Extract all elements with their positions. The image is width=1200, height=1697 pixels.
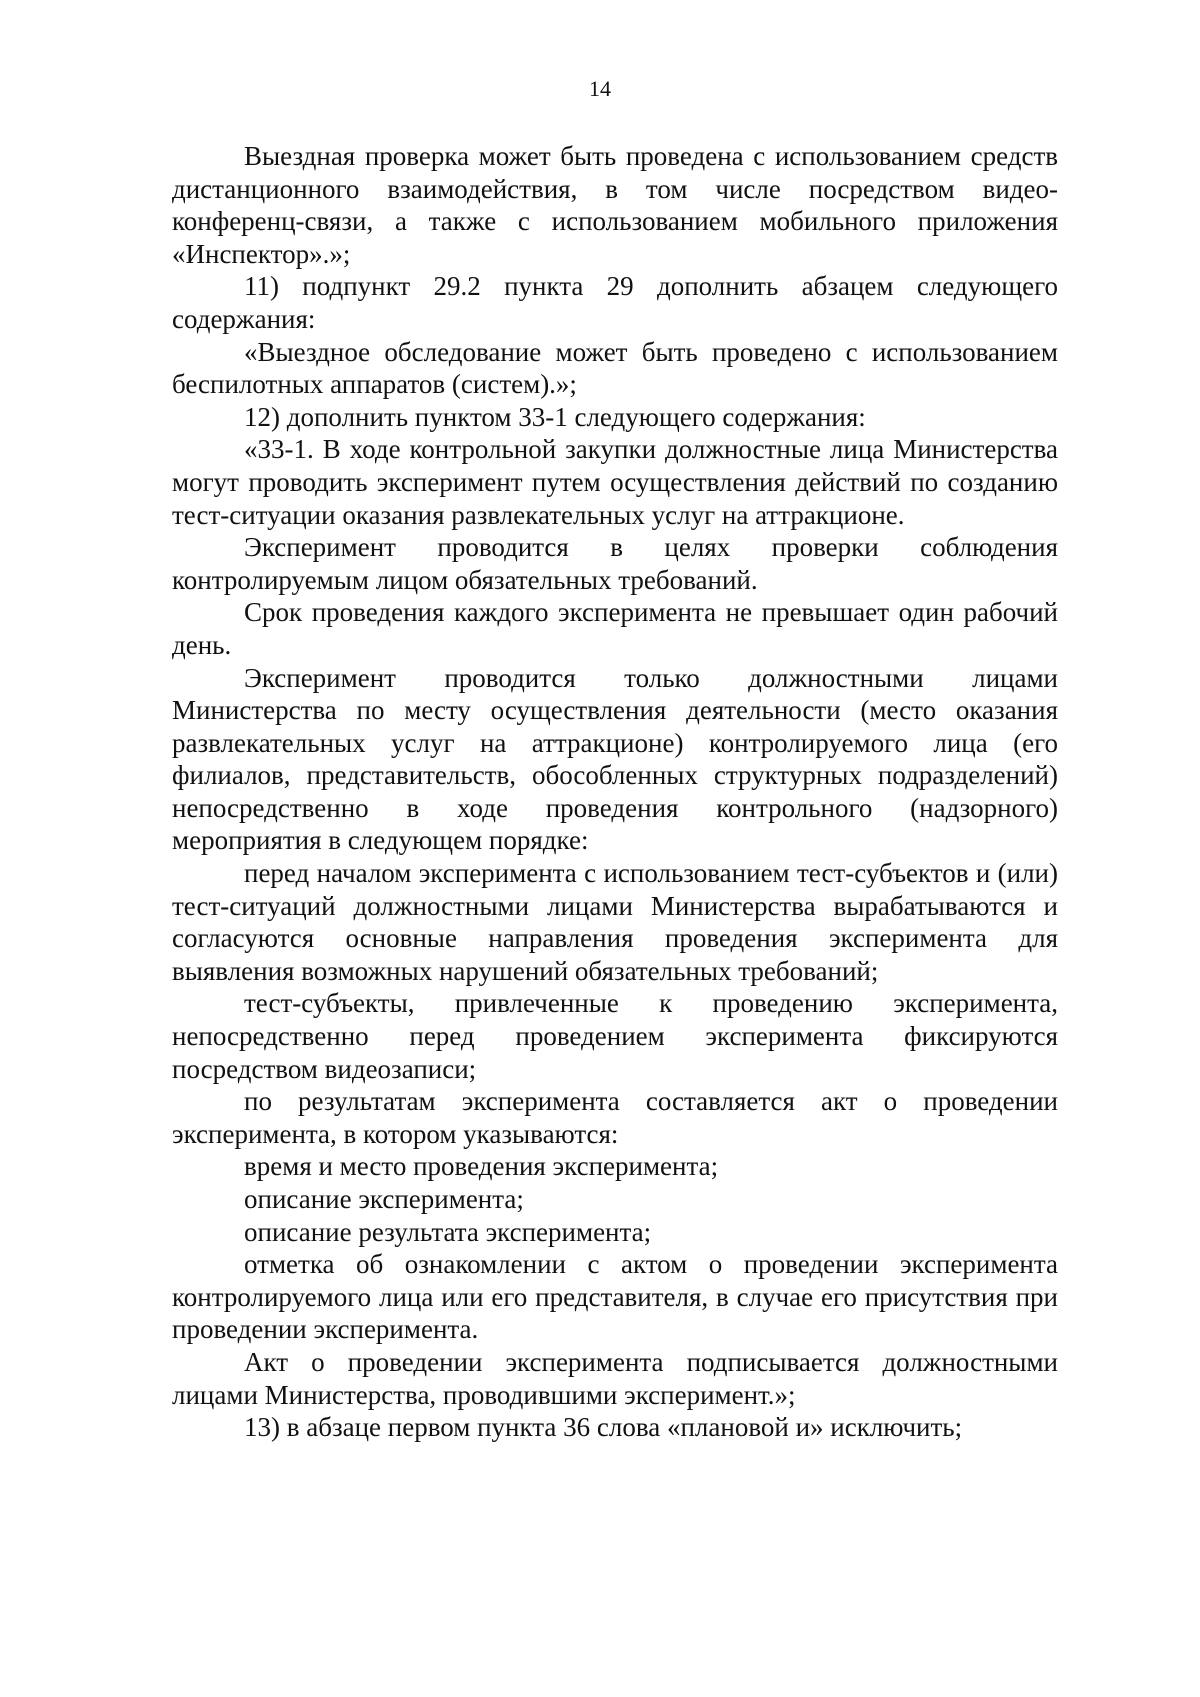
paragraph-act-signing: Акт о проведении эксперимента подписывается должностными лицами Министерства, проводившими эксперимент.»;: [172, 1346, 1058, 1410]
paragraph-remote-inspection: Выездная проверка может быть проведена с использованием средств дистанционного взаимодействия, в том числе посредством видео-конференц-связи, а также с использованием мобильного приложения «Инспектор».»;: [172, 141, 1058, 269]
list-item-time-place: время и место проведения эксперимента;: [244, 1151, 719, 1182]
list-item-results-act: по результатам эксперимента составляется акт о проведении эксперимента, в котором указываются:: [172, 1086, 1058, 1149]
paragraph-item-12: 12) дополнить пунктом 33-1 следующего содержания:: [244, 401, 866, 432]
paragraph-experiment-term: Срок проведения каждого эксперимента не превышает один рабочий день.: [172, 597, 1058, 660]
list-item-before-experiment: перед началом эксперимента с использованием тест-субъектов и (или) тест-ситуаций должностными лицами Министерства вырабатываются и согласуются основные направления проведения эксперимента для выявления возможных нарушений обязательных требований;: [172, 858, 1058, 986]
list-item-acknowledgement: отметка об ознакомлении с актом о проведении эксперимента контролируемого лица или его представителя, в случае его присутствия при проведении эксперимента.: [172, 1249, 1058, 1345]
paragraph-item-11: 11) подпункт 29.2 пункта 29 дополнить абзацем следующего содержания:: [172, 271, 1058, 334]
paragraph-item-13: 13) в абзаце первом пункта 36 слова «плановой и» исключить;: [244, 1412, 963, 1443]
document-body: [172, 140, 1058, 1444]
paragraph-experiment-purpose: Эксперимент проводится в целях проверки соблюдения контролируемым лицом обязательных требований.: [172, 532, 1058, 595]
list-item-test-subjects: тест-субъекты, привлеченные к проведению эксперимента, непосредственно перед проведением эксперимента фиксируются посредством видеозаписи;: [172, 988, 1058, 1084]
paragraph-33-1: «33-1. В ходе контрольной закупки должностные лица Министерства могут проводить эксперимент путем осуществления действий по созданию тест-ситуации оказания развлекательных услуг на аттракционе.: [172, 434, 1058, 530]
page-number: 14: [589, 76, 611, 101]
paragraph-experiment-procedure: Эксперимент проводится только должностными лицами Министерства по месту осуществления деятельности (место оказания развлекательных услуг на аттракционе) контролируемого лица (его филиалов, представительств, обособленных структурных подразделений) непосредственно в ходе проведения контрольного (надзорного) мероприятия в следующем порядке:: [172, 662, 1058, 856]
list-item-result-description: описание результата эксперимента;: [244, 1216, 652, 1247]
paragraph-drone-survey: «Выездное обследование может быть проведено с использованием беспилотных аппаратов (систем).»;: [172, 336, 1058, 400]
list-item-description: описание эксперимента;: [244, 1184, 524, 1214]
